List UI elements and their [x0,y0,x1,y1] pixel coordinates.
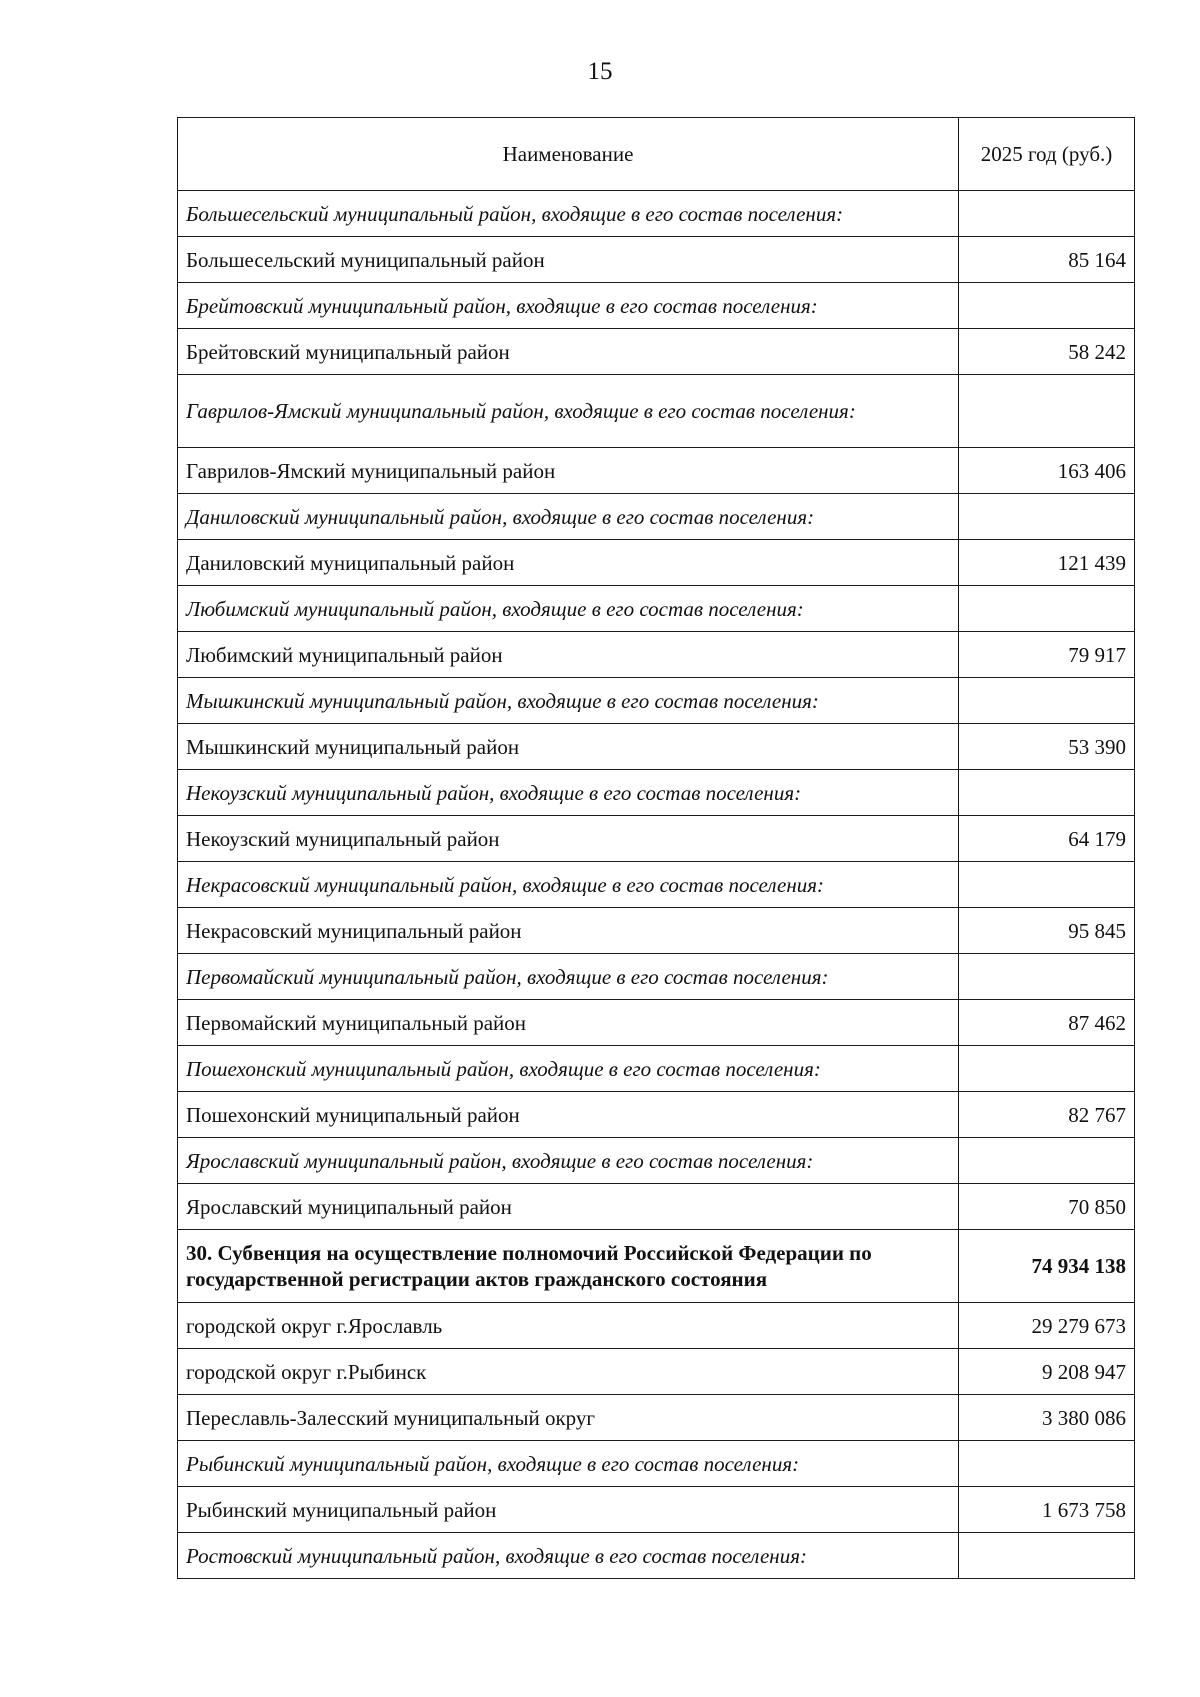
row-value-cell: 74 934 138 [959,1230,1135,1303]
district-heading-row [178,375,1135,448]
row-value-cell: 163 406 [959,448,1135,494]
table-row [178,1349,1135,1395]
row-name-cell: Гаврилов-Ямский муниципальный район [178,448,959,494]
section-row [178,1230,1135,1303]
page-number: 15 [587,58,613,85]
row-name-cell: Переславль-Залесский муниципальный округ [178,1395,959,1441]
row-value-cell [959,494,1135,540]
row-value-cell [959,586,1135,632]
row-name-cell: Мышкинский муниципальный район [178,724,959,770]
table-row [178,237,1135,283]
table-row [178,1092,1135,1138]
district-heading-row [178,954,1135,1000]
row-value-cell: 53 390 [959,724,1135,770]
row-name-cell: Большесельский муниципальный район, входящие в его состав поселения: [178,191,959,237]
row-name-cell: Большесельский муниципальный район [178,237,959,283]
row-name-cell: Первомайский муниципальный район, входящие в его состав поселения: [178,954,959,1000]
row-name-cell: Ярославский муниципальный район, входящие в его состав поселения: [178,1138,959,1184]
row-name-cell: Даниловский муниципальный район [178,540,959,586]
row-value-cell: 64 179 [959,816,1135,862]
column-header-name: Наименование [178,118,959,191]
table-row [178,448,1135,494]
row-name-cell: Рыбинский муниципальный район [178,1487,959,1533]
row-value-cell [959,1441,1135,1487]
district-heading-row [178,678,1135,724]
district-heading-row [178,770,1135,816]
district-heading-row [178,862,1135,908]
table-row [178,540,1135,586]
district-heading-row [178,1046,1135,1092]
row-name-cell: Ярославский муниципальный район [178,1184,959,1230]
table-row [178,908,1135,954]
table-row [178,1303,1135,1349]
table-row [178,329,1135,375]
row-name-cell: Первомайский муниципальный район [178,1000,959,1046]
row-name-cell: Любимский муниципальный район, входящие в его состав поселения: [178,586,959,632]
row-name-cell: Даниловский муниципальный район, входящие в его состав поселения: [178,494,959,540]
row-name-cell: Брейтовский муниципальный район, входящие в его состав поселения: [178,283,959,329]
row-value-cell: 87 462 [959,1000,1135,1046]
district-heading-row [178,1533,1135,1579]
table-header-row [178,118,1135,191]
budget-table [177,117,1135,1579]
row-value-cell [959,1138,1135,1184]
district-heading-row [178,191,1135,237]
table-row [178,1184,1135,1230]
row-name-cell: Ростовский муниципальный район, входящие в его состав поселения: [178,1533,959,1579]
row-value-cell: 70 850 [959,1184,1135,1230]
row-name-cell: Брейтовский муниципальный район [178,329,959,375]
column-header-value: 2025 год (руб.) [959,118,1135,191]
row-name-cell: Пошехонский муниципальный район [178,1092,959,1138]
table-row [178,816,1135,862]
row-value-cell [959,770,1135,816]
row-value-cell: 121 439 [959,540,1135,586]
row-name-cell: городской округ г.Ярославль [178,1303,959,1349]
row-value-cell: 58 242 [959,329,1135,375]
row-name-cell: Рыбинский муниципальный район, входящие в его состав поселения: [178,1441,959,1487]
district-heading-row [178,586,1135,632]
district-heading-row [178,283,1135,329]
row-value-cell [959,862,1135,908]
row-value-cell: 79 917 [959,632,1135,678]
table-row [178,1000,1135,1046]
row-name-cell: Некрасовский муниципальный район, входящие в его состав поселения: [178,862,959,908]
district-heading-row [178,1138,1135,1184]
table-body [178,191,1135,1579]
district-heading-row [178,494,1135,540]
row-value-cell: 9 208 947 [959,1349,1135,1395]
row-name-cell: Гаврилов-Ямский муниципальный район, входящие в его состав поселения: [178,375,959,448]
row-name-cell: городской округ г.Рыбинск [178,1349,959,1395]
row-value-cell: 95 845 [959,908,1135,954]
row-name-cell: Пошехонский муниципальный район, входящие в его состав поселения: [178,1046,959,1092]
table-row [178,724,1135,770]
row-name-cell: Мышкинский муниципальный район, входящие в его состав поселения: [178,678,959,724]
row-value-cell: 3 380 086 [959,1395,1135,1441]
row-value-cell [959,954,1135,1000]
table-row [178,632,1135,678]
row-name-cell: Некоузский муниципальный район [178,816,959,862]
row-value-cell [959,678,1135,724]
row-name-cell: Некрасовский муниципальный район [178,908,959,954]
row-value-cell [959,375,1135,448]
row-value-cell: 1 673 758 [959,1487,1135,1533]
district-heading-row [178,1441,1135,1487]
row-value-cell: 29 279 673 [959,1303,1135,1349]
row-name-cell: 30. Субвенция на осуществление полномочий Российской Федерации по государственной регистрации актов гражданского состояния [178,1230,959,1303]
row-value-cell [959,1533,1135,1579]
table-row [178,1395,1135,1441]
table-row [178,1487,1135,1533]
row-value-cell: 82 767 [959,1092,1135,1138]
row-value-cell [959,1046,1135,1092]
row-value-cell [959,283,1135,329]
row-value-cell: 85 164 [959,237,1135,283]
row-name-cell: Некоузский муниципальный район, входящие в его состав поселения: [178,770,959,816]
row-name-cell: Любимский муниципальный район [178,632,959,678]
row-value-cell [959,191,1135,237]
